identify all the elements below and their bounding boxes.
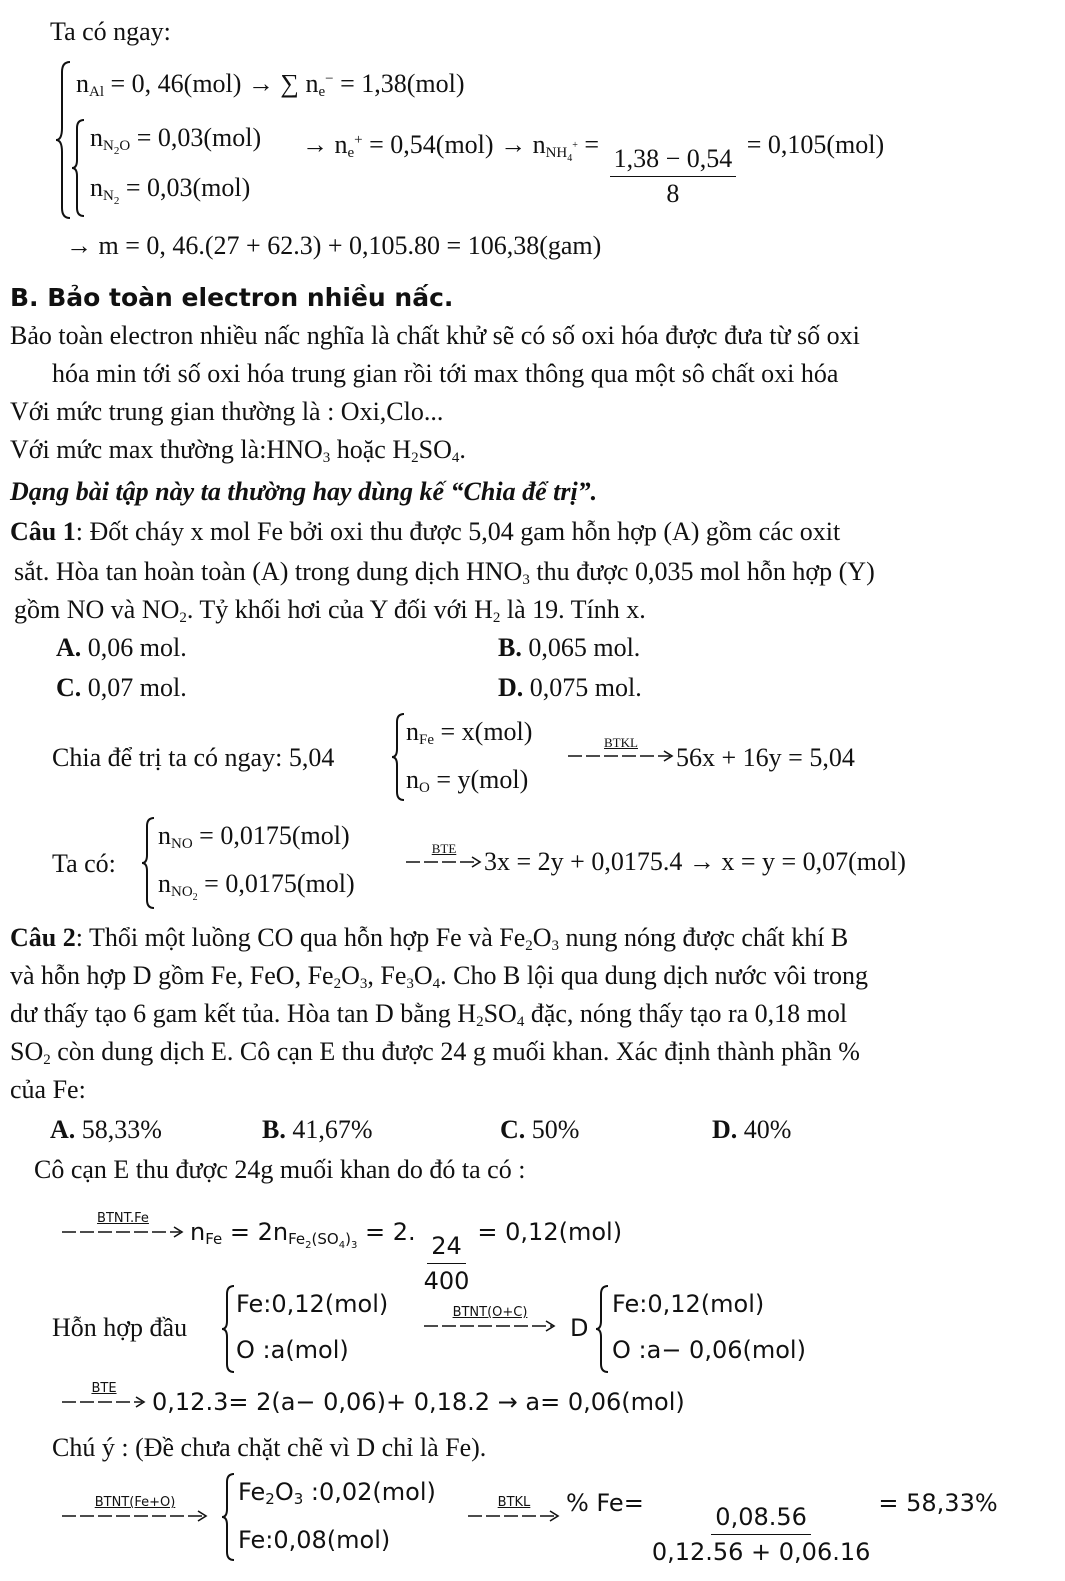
q2-line2: và hỗn hợp D gồm Fe, FeO, $Fe_2O_3$, $Fe_3O_4$. Cho B lội qua dung dịch nước vôi trong xyxy=(10,961,869,992)
sys1-line1: $n_{Al} = 0$, 46(mol) → ∑ $n_e^- = 1,38(mol)$ xyxy=(76,69,465,100)
q2-line3: dư thấy tạo 6 gam kết tủa. Hòa tan D bằng $H_2SO_4$ đặc, nóng thấy tạo ra 0,18 mol xyxy=(10,999,848,1030)
q2-s3-pre: Hỗn hợp đầu xyxy=(52,1313,188,1342)
q1-sol1-b: $n_O = y(mol)$ xyxy=(406,765,529,796)
section-b-title: B. Bảo toàn electron nhiều nấc. xyxy=(10,283,454,312)
q2-option-a: A. 58,33% xyxy=(50,1115,162,1144)
btnt-oc-arrow: BTNT(O+C) xyxy=(422,1306,558,1332)
q2-s3-c: Fe:0,12(mol) xyxy=(612,1290,765,1318)
q2-option-d: D. 40% xyxy=(712,1115,792,1144)
q2-s5: Chú ý : (Đề chưa chặt chẽ vì D chỉ là Fe). xyxy=(52,1433,487,1462)
q2-s6-a: $Fe_2O_3$ :0,02(mol) xyxy=(238,1478,436,1508)
sys1-line2: $n_{N_2O} = 0,03(mol)$ xyxy=(90,123,262,157)
q1-option-b: B. 0,065 mol. xyxy=(498,633,641,662)
q2-s3-mid: D xyxy=(570,1314,589,1342)
frac-den: 8 xyxy=(666,179,680,208)
frac-num: 1,38 − 0,54 xyxy=(610,144,737,177)
q2-line5: của Fe: xyxy=(10,1075,86,1104)
q1-sol2-a: $n_{NO} = 0,0175(mol)$ xyxy=(158,821,350,852)
q1-line2: sắt. Hòa tan hoàn toàn (A) trong dung dịch $HNO_3$ thu được 0,035 mol hỗn hợp (Y) xyxy=(14,557,875,588)
q1-option-a: A. 0,06 mol. xyxy=(56,633,187,662)
q2-line4: $SO_2$ còn dung dịch E. Cô cạn E thu được 24 g muối khan. Xác định thành phần % xyxy=(10,1037,860,1068)
q1-option-d: D. 0,075 mol. xyxy=(498,673,642,702)
section-b-p1a: Bảo toàn electron nhiều nấc nghĩa là chất khử sẽ có số oxi hóa được đưa từ số oxi xyxy=(10,321,860,350)
q1-line1: Câu 1: Đốt cháy x mol Fe bởi oxi thu được 5,04 gam hỗn hợp (A) gồm các oxit xyxy=(10,517,841,546)
section-b-p1b: hóa min tới số oxi hóa trung gian rồi tới max thông qua một sô chất oxi hóa xyxy=(52,359,839,388)
mass-line: → m = 0, 46.(27 + 62.3) + 0,105.80 = 106,38(gam) xyxy=(66,231,602,260)
section-b-p4: Dạng bài tập này ta thường hay dùng kế “Chia để trị”. xyxy=(10,477,598,506)
section-b-p2: Với mức trung gian thường là : Oxi,Clo... xyxy=(10,397,444,426)
q1-sol1-a: $n_{Fe} = x(mol)$ xyxy=(406,717,533,748)
sys1-mid: → $n_e^+ = 0,54(mol) \to n_{NH_4^+}$ = $\frac{1,38 - 0,54}{8}$ = 0,105(mol) xyxy=(302,130,885,208)
section-b-p3: Với mức max thường $là:HNO_3$ hoặc $H_2SO_4$. xyxy=(10,435,466,466)
intro-text: Ta có ngay: xyxy=(50,17,171,46)
q1-sol2-b: $n_{NO_2} = 0,0175(mol)$ xyxy=(158,869,355,903)
q2-s3-d: O :a− 0,06(mol) xyxy=(612,1336,806,1364)
q2-line1: Câu 2: Thổi một luồng CO qua hỗn hợp Fe và $Fe_2O_3$ nung nóng được chất khí B xyxy=(10,923,849,954)
q1-option-c: C. 0,07 mol. xyxy=(56,673,187,702)
q2-s6-frac: % Fe= $\frac{0,08.56}{0,12.56 + 0,06.16}$ = 58,33% xyxy=(566,1489,998,1566)
q2-s1: Cô cạn E thu được 24g muối khan do đó ta có : xyxy=(34,1155,526,1184)
bte-arrow: BTE xyxy=(404,842,484,868)
q2-s4: 0,12.3= 2(a− 0,06)+ 0,18.2 → a= 0,06(mol) xyxy=(152,1388,685,1416)
q2-s2: $n_{Fe} = 2n_{Fe_2(SO_4)_3} = 2$. $\frac{24}{400}$ = 0,12(mol) xyxy=(190,1218,623,1295)
q1-line3: gồm NO và $NO_2$. Tỷ khối hơi của Y đối với $H_2$ là 19. Tính x. xyxy=(14,595,646,626)
q2-s3-a: Fe:0,12(mol) xyxy=(236,1290,389,1318)
q2-option-c: C. 50% xyxy=(500,1115,580,1144)
q2-s6-b: Fe:0,08(mol) xyxy=(238,1526,391,1554)
q2-option-b: B. 41,67% xyxy=(262,1115,373,1144)
q2-s3-b: O :a(mol) xyxy=(236,1336,349,1364)
btkl-arrow: BTKL xyxy=(566,736,676,762)
sys1-line3: $n_{N_2} = 0,03(mol)$ xyxy=(90,173,251,207)
btkl-arrow-2: BTKL xyxy=(466,1496,562,1522)
bte-arrow-2: BTE xyxy=(60,1382,148,1408)
q1-sol1-pre: Chia để trị ta có ngay: 5,04 xyxy=(52,743,335,772)
btnt-fe-arrow: BTNT.Fe xyxy=(60,1212,186,1238)
q1-sol1-post: 56x + 16y = 5,04 xyxy=(676,743,855,772)
btnt-feo-arrow: BTNT(Fe+O) xyxy=(60,1496,210,1522)
q1-sol2-pre: Ta có: xyxy=(52,849,116,878)
q1-sol2-post: 3x = 2y + 0,0175.4 → x = y = 0,07(mol) xyxy=(484,847,906,876)
